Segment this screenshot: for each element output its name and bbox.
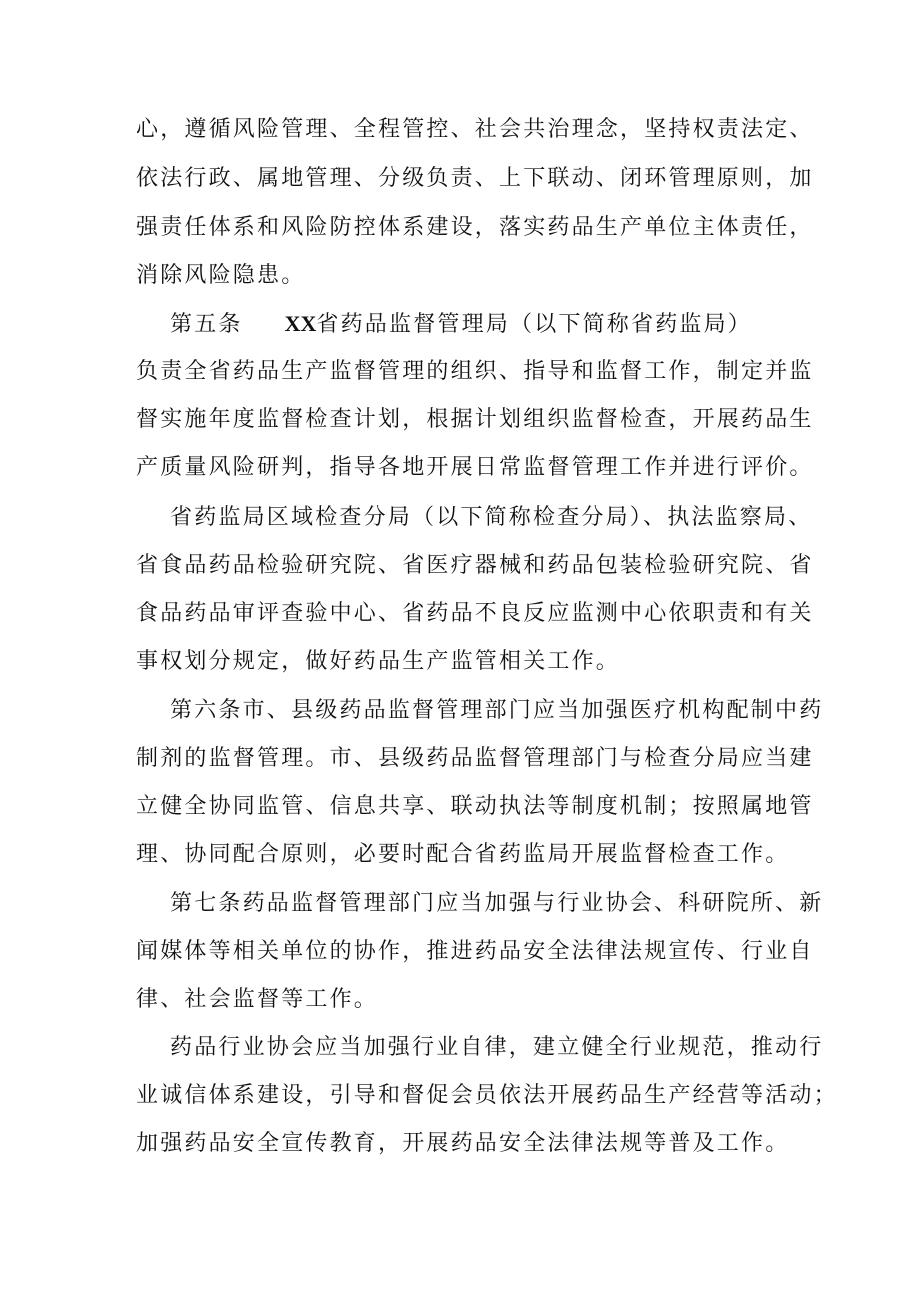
paragraph-line: 负责全省药品生产监督管理的组织、指导和监督工作，制定并监 — [136, 359, 814, 384]
paragraph-line: 强责任体系和风险防控体系建设，落实药品生产单位主体责任， — [136, 215, 814, 240]
paragraph-line: 律、社会监督等工作。 — [136, 987, 379, 1012]
paragraph-line: 制剂的监督管理。市、县级药品监督管理部门与检查分局应当建 — [136, 746, 814, 771]
paragraph-line: 食品药品审评查验中心、省药品不良反应监测中心依职责和有关 — [136, 601, 814, 626]
paragraph-line: 省药监局区域检查分局（以下简称检查分局）、执法监察局、 — [170, 505, 813, 530]
paragraph-line: 业诚信体系建设，引导和督促会员依法开展药品生产经营等活动； — [136, 1083, 838, 1108]
paragraph-line: 药品行业协会应当加强行业自律，建立健全行业规范，推动行 — [170, 1035, 824, 1060]
paragraph-line: 依法行政、属地管理、分级负责、上下联动、闭环管理原则，加 — [136, 166, 814, 191]
article-7-line: 第七条药品监督管理部门应当加强与行业协会、科研院所、新 — [170, 891, 824, 916]
paragraph-line: 理、协同配合原则，必要时配合省药监局开展监督检查工作。 — [136, 842, 790, 867]
paragraph-line: 立健全协同监管、信息共享、联动执法等制度机制；按照属地管 — [136, 794, 814, 819]
paragraph-line: 闻媒体等相关单位的协作，推进药品安全法律法规宣传、行业自 — [136, 939, 814, 964]
article-5-heading — [170, 300, 830, 348]
paragraph-line: 心，遵循风险管理、全程管控、社会共治理念，坚持权责法定、 — [136, 117, 814, 142]
paragraph-line: 事权划分规定，做好药品生产监管相关工作。 — [136, 649, 621, 674]
paragraph-line: 加强药品安全宣传教育，开展药品安全法律法规等普及工作。 — [136, 1131, 790, 1156]
province-abbr: XX — [284, 311, 317, 336]
paragraph-line: 消除风险隐患。 — [136, 263, 306, 288]
paragraph-line: 产质量风险研判，指导各地开展日常监督管理工作并进行评价。 — [136, 455, 814, 480]
paragraph-line: 省食品药品检验研究院、省医疗器械和药品包装检验研究院、省 — [136, 553, 814, 578]
article-5-label: 第五条 — [170, 312, 243, 337]
article-5-heading-text: 省药品监督管理局（以下简称省药监局） — [316, 312, 752, 337]
paragraph-line: 督实施年度监督检查计划，根据计划组织监督检查，开展药品生 — [136, 407, 814, 432]
article-6-line: 第六条市、县级药品监督管理部门应当加强医疗机构配制中药 — [170, 698, 824, 723]
